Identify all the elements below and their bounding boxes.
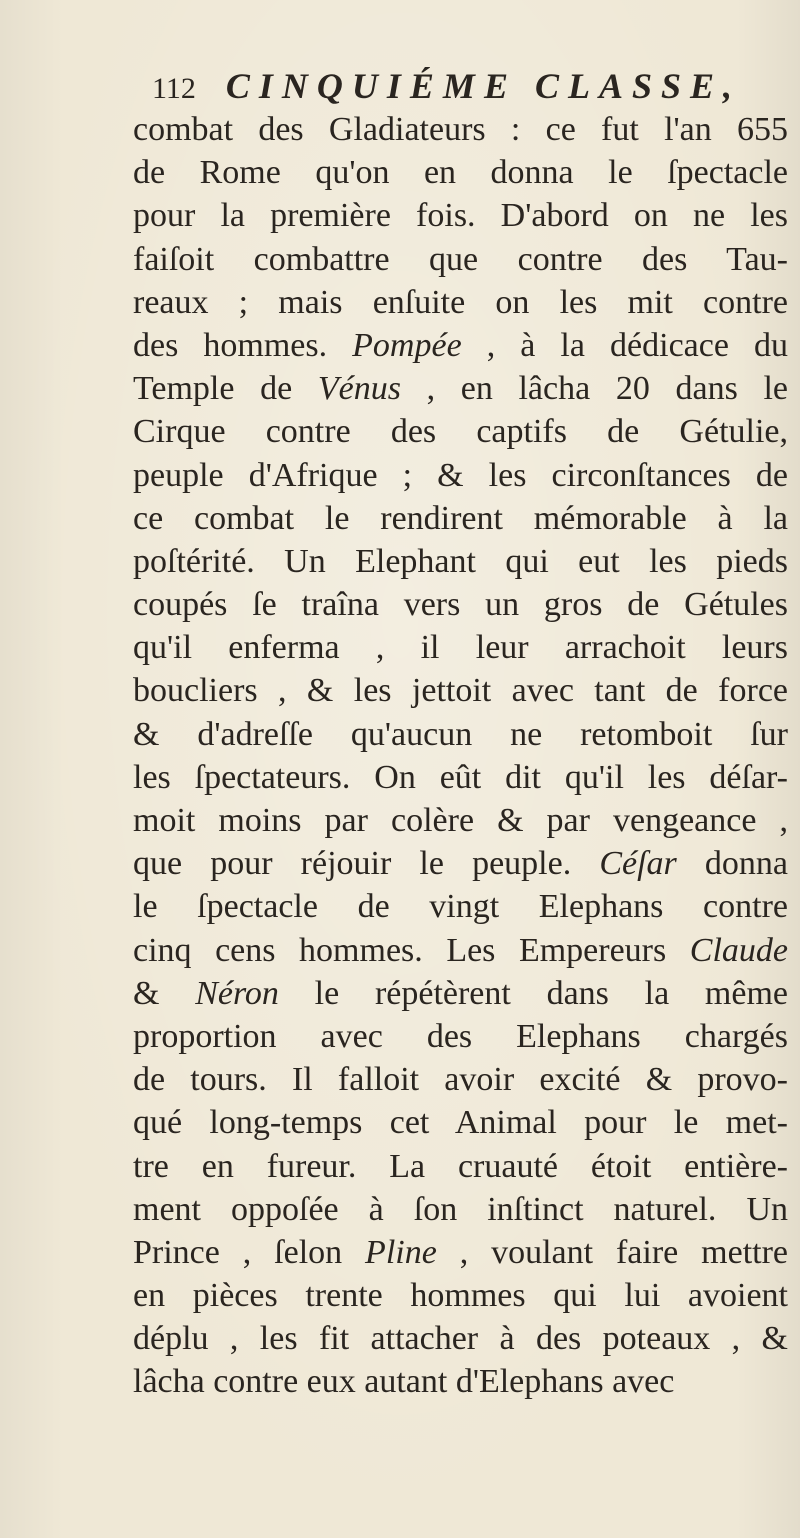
page-number: 112 — [152, 72, 196, 105]
running-head-title: CINQUIÉME CLASSE, — [225, 66, 742, 106]
text-segment: déplu , les fit attacher à des poteaux , & — [133, 1320, 788, 1358]
italic-text-segment: Claude — [689, 931, 788, 969]
text-segment: cinq cens hommes. Les Empereurs — [133, 931, 690, 969]
text-line — [133, 583, 788, 626]
text-segment: lâcha contre eux autant d'Elephans avec — [133, 1363, 675, 1401]
text-line — [133, 885, 788, 928]
text-segment: , à la dédicace du — [461, 326, 788, 364]
text-segment: qué long-temps cet Animal pour le met- — [133, 1104, 788, 1142]
italic-text-segment: Pline — [365, 1233, 437, 1271]
text-line — [133, 194, 788, 237]
text-segment: le répétèrent dans la même — [278, 974, 788, 1012]
text-segment: des hommes. — [133, 326, 353, 364]
text-line — [133, 454, 788, 497]
text-segment: , en lâcha 20 dans le — [400, 370, 789, 408]
text-line — [133, 972, 788, 1015]
text-segment: poſtérité. Un Elephant qui eut les pieds — [133, 542, 788, 580]
text-segment: ce combat le rendirent mémorable à la — [133, 499, 788, 537]
text-line — [133, 281, 788, 324]
text-segment: en pièces trente hommes qui lui avoient — [133, 1277, 788, 1315]
text-segment: tre en fureur. La cruauté étoit entière- — [133, 1147, 788, 1185]
text-segment: moit moins par colère & par vengeance , — [133, 802, 788, 839]
text-line — [133, 1015, 788, 1058]
text-segment: faiſoit combattre que contre des Tau- — [133, 240, 788, 278]
text-line — [133, 324, 788, 367]
text-segment: & — [133, 974, 196, 1012]
running-head — [152, 66, 772, 106]
text-line — [133, 410, 788, 453]
text-line — [133, 108, 788, 151]
italic-text-segment: Pompée — [352, 326, 462, 364]
text-segment: les ſpectateurs. On eût dit qu'il les déſar- — [133, 758, 788, 796]
text-line — [133, 1188, 788, 1231]
text-line — [133, 1145, 788, 1188]
text-line — [133, 842, 788, 885]
text-segment: combat des Gladiateurs : ce fut l'an 655 — [133, 111, 788, 148]
text-line — [133, 713, 788, 756]
text-line — [133, 756, 788, 799]
text-segment: proportion avec des Elephans chargés — [133, 1017, 788, 1055]
text-segment: , voulant faire mettre — [436, 1233, 789, 1271]
text-line — [133, 1101, 788, 1144]
text-line — [133, 238, 788, 281]
text-line — [133, 1317, 788, 1360]
text-segment: coupés ſe traîna vers un gros de Gétules — [133, 586, 788, 624]
text-segment: de tours. Il falloit avoir excité & provo- — [133, 1061, 788, 1099]
text-line — [133, 1058, 788, 1101]
text-line — [133, 1360, 788, 1403]
text-segment: donna — [676, 845, 788, 883]
text-segment: peuple d'Afrique ; & les circonſtances de — [133, 456, 788, 494]
body-text — [133, 108, 788, 1404]
text-line — [133, 669, 788, 712]
text-line — [133, 1274, 788, 1317]
text-line — [133, 626, 788, 669]
text-segment: ment oppoſée à ſon inſtinct naturel. Un — [133, 1190, 788, 1228]
text-line — [133, 540, 788, 583]
text-line — [133, 929, 788, 972]
text-segment: reaux ; mais enſuite on les mit contre — [133, 283, 788, 321]
text-segment: Temple de — [133, 370, 318, 408]
text-line — [133, 799, 788, 842]
text-segment: & d'adreſſe qu'aucun ne retomboit ſur — [133, 715, 788, 753]
text-segment: boucliers , & les jettoit avec tant de force — [133, 672, 788, 710]
text-line — [133, 1231, 788, 1274]
text-line — [133, 497, 788, 540]
text-segment: que pour réjouir le peuple. — [133, 845, 600, 883]
text-segment: pour la première fois. D'abord on ne les — [133, 197, 788, 235]
text-line — [133, 367, 788, 410]
text-segment: Cirque contre des captifs de Gétulie, — [133, 413, 788, 451]
italic-text-segment: Céſar — [599, 845, 677, 883]
text-segment: le ſpectacle de vingt Elephans contre — [133, 888, 788, 926]
italic-text-segment: Vénus — [317, 370, 401, 408]
text-segment: de Rome qu'on en donna le ſpectacle — [133, 154, 788, 192]
text-line — [133, 151, 788, 194]
text-segment: qu'il enferma , il leur arrachoit leurs — [133, 629, 788, 667]
italic-text-segment: Néron — [195, 974, 279, 1012]
text-segment: Prince , ſelon — [133, 1233, 366, 1271]
